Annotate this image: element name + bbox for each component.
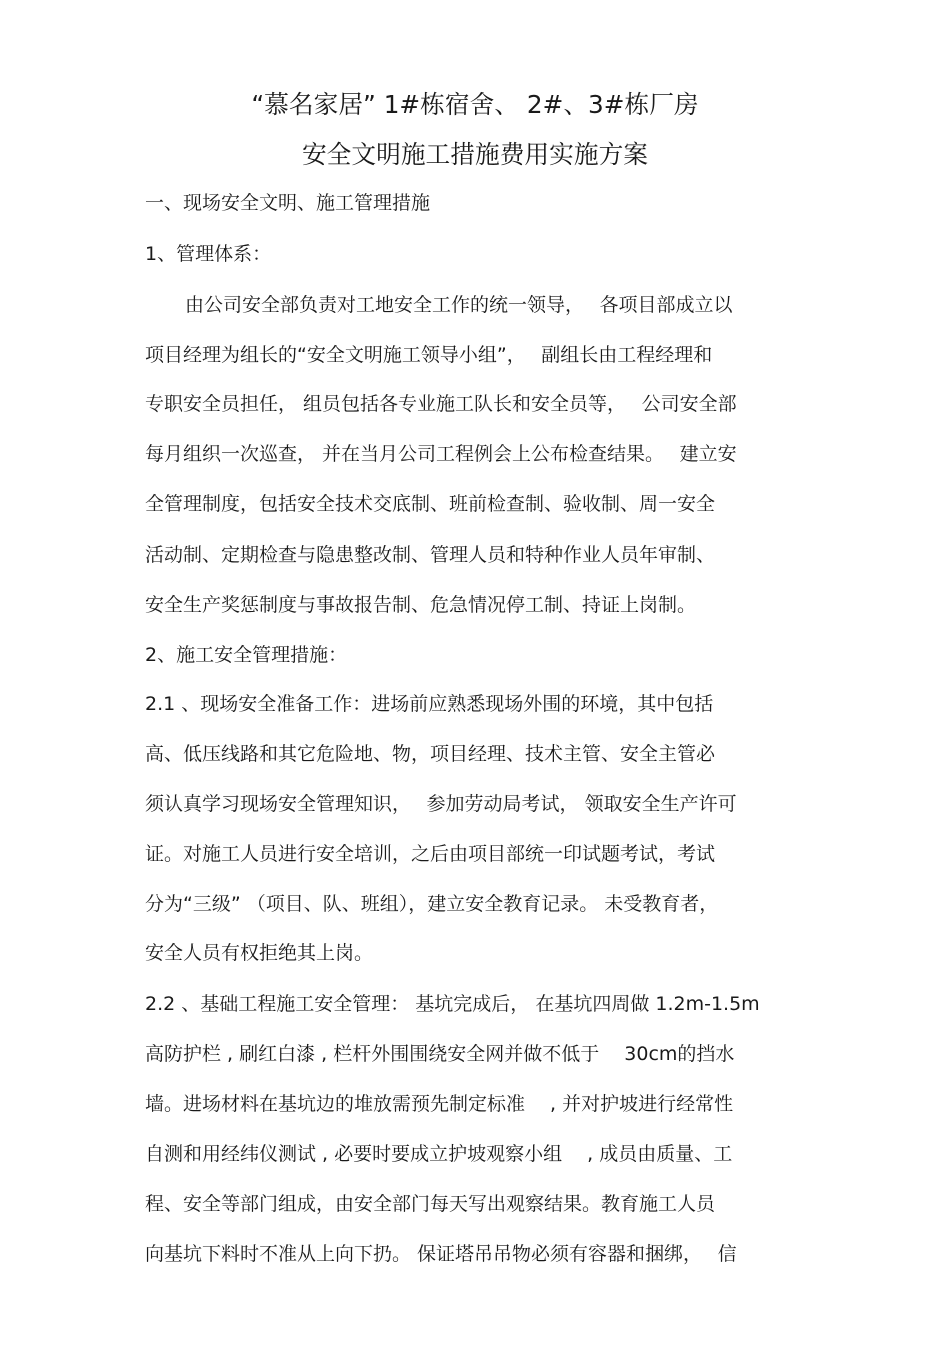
paragraph-line: 高、低压线路和其它危险地、物，项目经理、技术主管、安全主管必 bbox=[145, 743, 716, 765]
paragraph-line: 2.2 、基础工程施工安全管理： 基坑完成后， 在基坑四周做 1.2m-1.5m bbox=[145, 993, 760, 1015]
paragraph-line: 每月组织一次巡查， 并在当月公司工程例会上公布检查结果。 建立安 bbox=[145, 443, 737, 465]
paragraph-line: 安全生产奖惩制度与事故报告制、危急情况停工制、持证上岗制。 bbox=[145, 594, 697, 616]
paragraph-line: 程、安全等部门组成，由安全部门每天写出观察结果。教育施工人员 bbox=[145, 1193, 716, 1215]
paragraph-line: 项目经理为组长的“安全文明施工领导小组”， 副组长由工程经理和 bbox=[145, 344, 713, 366]
document-title-line-2: 安全文明施工措施费用实施方案 bbox=[301, 140, 649, 169]
paragraph-line: 证。对施工人员进行安全培训，之后由项目部统一印试题考试，考试 bbox=[145, 843, 716, 865]
section-heading: 一、现场安全文明、施工管理措施 bbox=[145, 192, 431, 214]
paragraph-line: 由公司安全部负责对工地安全工作的统一领导， 各项目部成立以 bbox=[185, 294, 733, 316]
paragraph-line: 安全人员有权拒绝其上岗。 bbox=[145, 942, 374, 964]
paragraph-line: 活动制、定期检查与隐患整改制、管理人员和特种作业人员年审制、 bbox=[145, 544, 716, 566]
paragraph-line: 分为“三级” （项目、队、班组），建立安全教育记录。 未受教育者， bbox=[145, 893, 719, 915]
paragraph-line: 墙。进场材料在基坑边的堆放需预先制定标准 , 并对护坡进行经常性 bbox=[145, 1093, 734, 1115]
paragraph-line: 全管理制度，包括安全技术交底制、班前检查制、验收制、周一安全 bbox=[145, 493, 716, 515]
paragraph-line: 2.1 、现场安全准备工作：进场前应熟悉现场外围的环境，其中包括 bbox=[145, 693, 714, 715]
paragraph-line: 专职安全员担任， 组员包括各专业施工队长和安全员等， 公司安全部 bbox=[145, 393, 737, 415]
paragraph-line: 高防护栏 , 刷红白漆 , 栏杆外围围绕安全网并做不低于 30cm的挡水 bbox=[145, 1043, 735, 1065]
paragraph-line: 须认真学习现场安全管理知识， 参加劳动局考试， 领取安全生产许可 bbox=[145, 793, 737, 815]
subsection-heading: 2、施工安全管理措施： bbox=[145, 644, 348, 666]
document-title-line-1: “慕名家居” 1#栋宿舍、 2#、3#栋厂房 bbox=[251, 90, 699, 119]
subsection-heading: 1、管理体系： bbox=[145, 243, 272, 265]
paragraph-line: 自测和用经纬仪测试 , 必要时要成立护坡观察小组 , 成员由质量、工 bbox=[145, 1143, 733, 1165]
paragraph-line: 向基坑下料时不准从上向下扔。 保证塔吊吊物必须有容器和捆绑， 信 bbox=[145, 1243, 737, 1265]
